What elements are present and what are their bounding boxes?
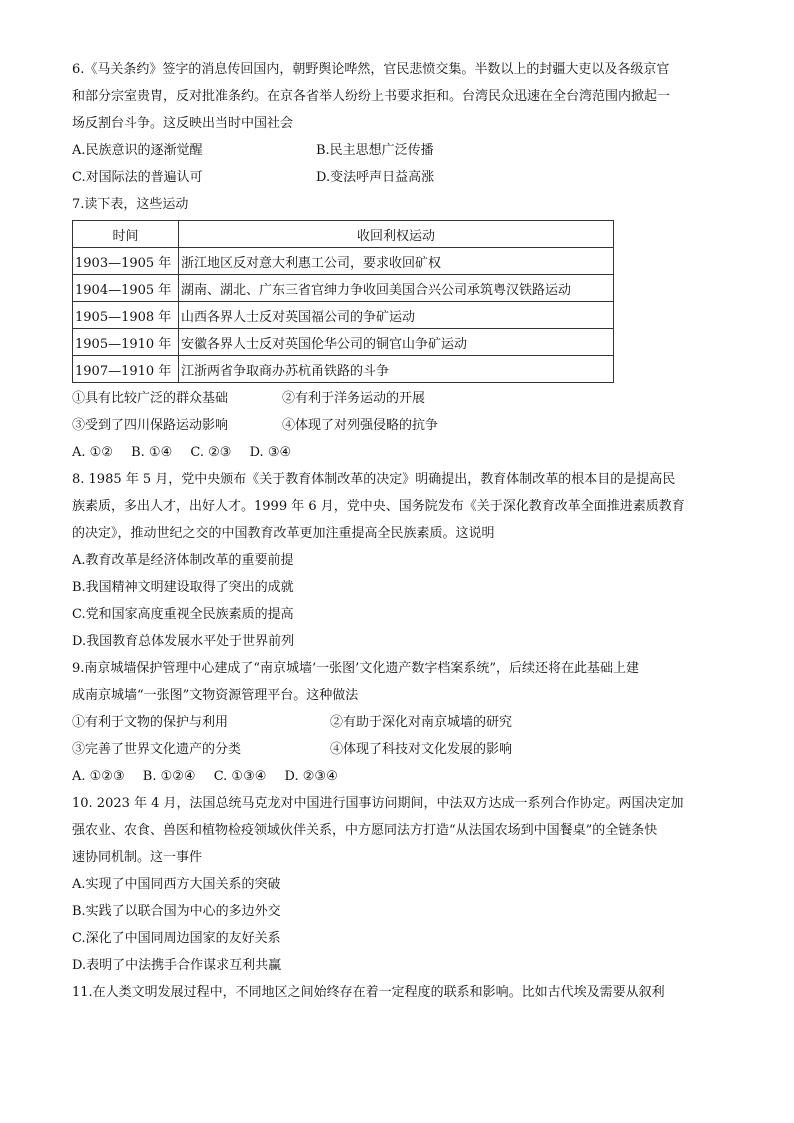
- question-stem-line: 9.南京城墙保护管理中心建成了“南京城墙‘一张图’文化遗产数字档案系统”，后续还将在此基础上建: [72, 661, 639, 676]
- table-cell-movement: 浙江地区反对意大利惠工公司，要求收回矿权: [179, 248, 614, 275]
- choice-a: A. ①②: [72, 445, 113, 460]
- question-stem-line: 7.读下表，这些运动: [72, 197, 189, 212]
- question-stem-line: 速协同机制。这一事件: [72, 850, 203, 865]
- question-stem-line: 强农业、农食、兽医和植物检疫领域伙伴关系，中方愿同法方打造“从法国农场到中国餐桌”的全链条快: [72, 823, 658, 838]
- option-d: D.变法呼声日益高涨: [316, 170, 435, 185]
- statement-row: [72, 736, 722, 763]
- choice-d: D. ②③④: [284, 769, 338, 784]
- question-stem-line: 成南京城墙“一张图”文物资源管理平台。这种做法: [72, 688, 359, 703]
- option-a: A.民族意识的逐渐觉醒: [72, 143, 203, 158]
- option-d: D.表明了中法携手合作谋求互利共赢: [72, 958, 282, 973]
- rights-recovery-table: [72, 220, 614, 383]
- question-7: [72, 191, 722, 466]
- choice-b: B. ①④: [131, 445, 173, 460]
- table-cell-movement: 湖南、湖北、广东三省官绅力争收回美国合兴公司承筑粤汉铁路运动: [179, 275, 614, 302]
- question-stem-line: 和部分宗室贵胄，反对批准条约。在京各省举人纷纷上书要求拒和。台湾民众迅速在全台湾范围内掀起一: [72, 89, 671, 104]
- option-a: A.教育改革是经济体制改革的重要前提: [72, 553, 294, 568]
- question-stem-line: 族素质，多出人才，出好人才。1999 年 6 月，党中央、国务院发布《关于深化教育改革全面推进素质教育: [72, 499, 685, 514]
- choice-c: C. ②③: [190, 445, 232, 460]
- option-row: [72, 137, 722, 164]
- option-c: C.党和国家高度重视全民族素质的提高: [72, 607, 294, 622]
- table-row: [73, 275, 614, 302]
- option-b: B.民主思想广泛传播: [316, 143, 434, 158]
- statement-3: ③受到了四川保路运动影响: [72, 418, 229, 433]
- statement-4: ④体现了科技对文化发展的影响: [330, 742, 513, 757]
- choice-a: A. ①②③: [72, 769, 125, 784]
- question-stem-line: 场反割台斗争。这反映出当时中国社会: [72, 116, 294, 131]
- question-stem-line: 10. 2023 年 4 月，法国总统马克龙对中国进行国事访问期间，中法双方达成一系列合作协定。两国决定加: [72, 796, 684, 811]
- table-cell-movement: 山西各界人士反对英国福公司的争矿运动: [179, 302, 614, 329]
- rights-recovery-table-wrap: [72, 220, 722, 383]
- table-cell-time: 1905—1908 年: [73, 302, 179, 329]
- statement-3: ③完善了世界文化遗产的分类: [72, 742, 242, 757]
- statement-row: [72, 385, 722, 412]
- question-stem-line: 的决定》，推动世纪之交的中国教育改革更加注重提高全民族素质。这说明: [72, 526, 495, 541]
- table-row: [73, 302, 614, 329]
- option-c: C.对国际法的普遍认可: [72, 170, 203, 185]
- table-header-movement: 收回利权运动: [179, 221, 614, 248]
- option-c: C.深化了中国同周边国家的友好关系: [72, 931, 281, 946]
- question-stem-line: 6.《马关条约》签字的消息传回国内，朝野舆论哗然，官民悲愤交集。半数以上的封疆大吏以及各级京官: [72, 62, 670, 77]
- statement-4: ④体现了对列强侵略的抗争: [282, 418, 439, 433]
- question-9: [72, 655, 722, 790]
- statement-row: [72, 709, 722, 736]
- question-stem-line: 11.在人类文明发展过程中，不同地区之间始终存在着一定程度的联系和影响。比如古代埃及需要从叙利: [72, 985, 665, 1000]
- table-header-time: 时间: [73, 221, 179, 248]
- statement-1: ①具有比较广泛的群众基础: [72, 391, 229, 406]
- statement-1: ①有利于文物的保护与利用: [72, 715, 229, 730]
- choice-row: [72, 763, 722, 790]
- choice-d: D. ③④: [249, 445, 292, 460]
- choice-b: B. ①②④: [142, 769, 196, 784]
- table-cell-time: 1905—1910 年: [73, 329, 179, 356]
- table-cell-movement: 江浙两省争取商办苏杭甬铁路的斗争: [179, 356, 614, 383]
- question-6: [72, 56, 722, 191]
- choice-row: [72, 439, 722, 466]
- question-stem-line: 8. 1985 年 5 月，党中央颁布《关于教育体制改革的决定》明确提出，教育体制改革的根本目的是提高民: [72, 472, 676, 487]
- option-a: A.实现了中国同西方大国关系的突破: [72, 877, 281, 892]
- table-row: [73, 329, 614, 356]
- table-cell-time: 1907—1910 年: [73, 356, 179, 383]
- table-cell-time: 1903—1905 年: [73, 248, 179, 275]
- statement-2: ②有利于洋务运动的开展: [282, 391, 426, 406]
- option-row: [72, 164, 722, 191]
- statement-2: ②有助于深化对南京城墙的研究: [330, 715, 513, 730]
- table-cell-movement: 安徽各界人士反对英国伦华公司的铜官山争矿运动: [179, 329, 614, 356]
- table-row: [73, 248, 614, 275]
- table-row: [73, 356, 614, 383]
- option-b: B.我国精神文明建设取得了突出的成就: [72, 580, 294, 595]
- table-cell-time: 1904—1905 年: [73, 275, 179, 302]
- table-header-row: [73, 221, 614, 248]
- statement-row: [72, 412, 722, 439]
- choice-c: C. ①③④: [213, 769, 267, 784]
- option-b: B.实践了以联合国为中心的多边外交: [72, 904, 281, 919]
- question-10: [72, 790, 722, 979]
- question-11: [72, 979, 722, 1006]
- exam-page: [72, 56, 722, 1006]
- option-d: D.我国教育总体发展水平处于世界前列: [72, 634, 295, 649]
- question-8: [72, 466, 722, 655]
